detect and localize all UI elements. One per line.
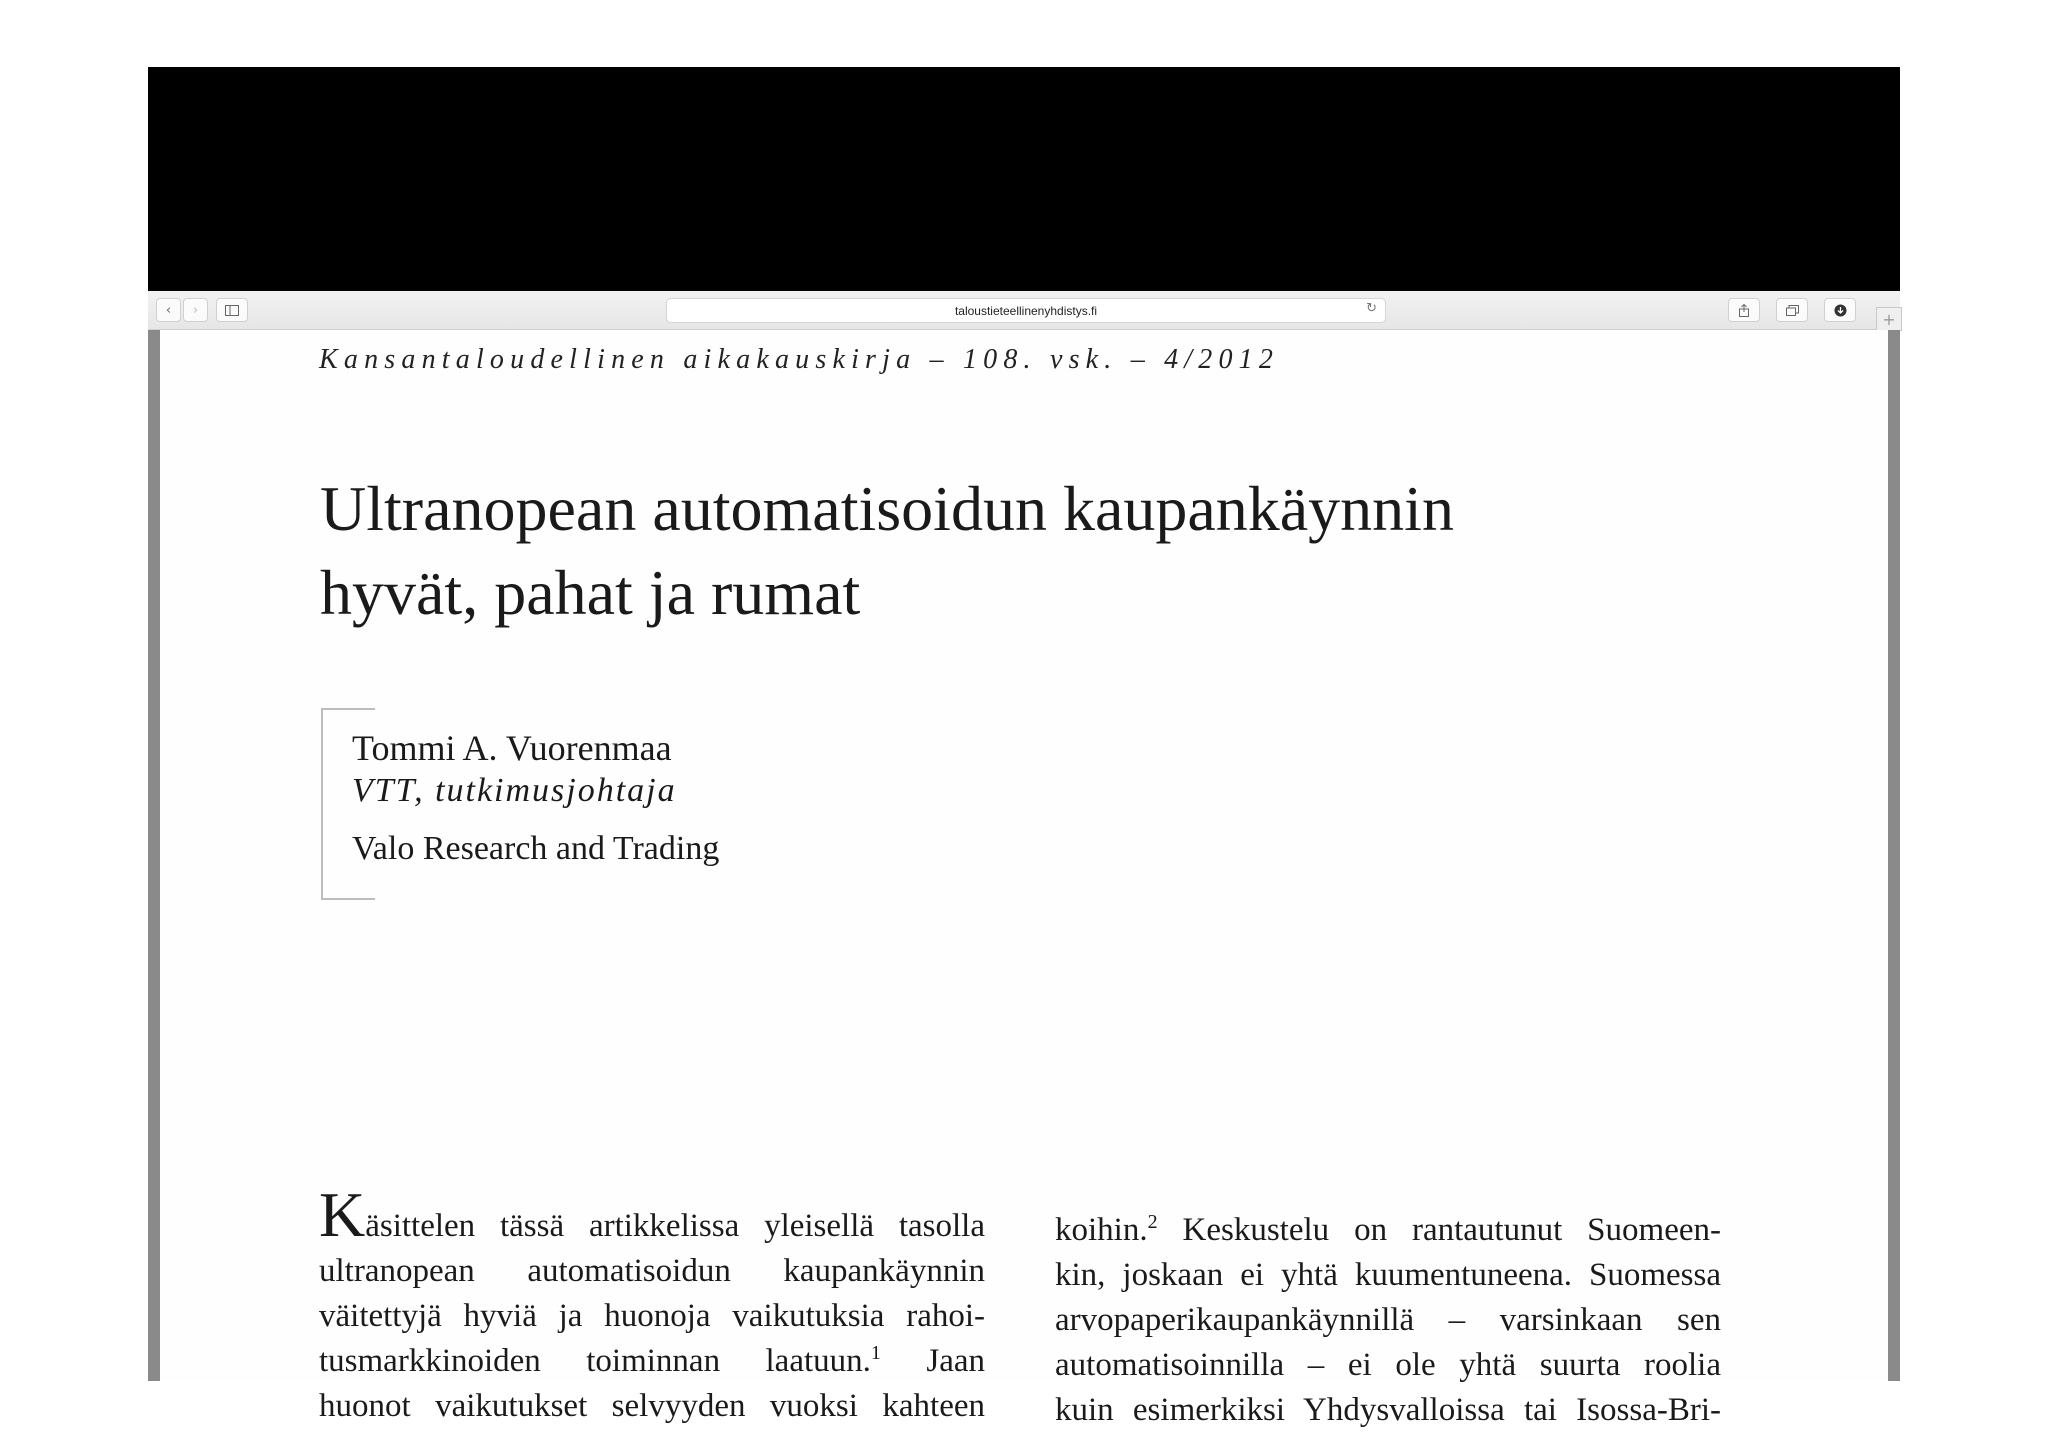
text-line: kin, joskaan ei yhtä kuumentuneena. Suomessa: [1055, 1257, 1721, 1293]
article-title: [320, 467, 1720, 635]
download-button[interactable]: [1824, 298, 1856, 322]
text-line: ultranopean automatisoidun kaupankäynnin: [319, 1253, 985, 1289]
sidebar-button[interactable]: [216, 298, 248, 322]
footnote-ref[interactable]: 2: [1147, 1211, 1158, 1233]
chevron-left-icon: ‹: [165, 302, 172, 318]
text-fragment: koihin.: [1055, 1212, 1148, 1248]
plus-icon: +: [1882, 309, 1896, 329]
share-button[interactable]: [1728, 298, 1760, 322]
author-name: Tommi A. Vuorenmaa: [352, 728, 672, 768]
text-line: automatisoinnilla – ei ole yhtä suurta roolia: [1055, 1347, 1721, 1383]
text-line: [319, 1339, 985, 1384]
text-fragment: Keskustelu on rantautunut Suomeen-: [1157, 1212, 1721, 1248]
reload-icon[interactable]: ↻: [1366, 301, 1377, 316]
navigation-buttons: [156, 298, 208, 320]
text-fragment: äsittelen tässä artikkelissa yleisellä tasolla: [365, 1208, 985, 1244]
address-bar[interactable]: [666, 298, 1386, 323]
tabs-button[interactable]: [1776, 298, 1808, 322]
footnote-ref[interactable]: 1: [870, 1342, 881, 1364]
body-column-1: [319, 1179, 985, 1429]
author-role: VTT, tutkimusjohtaja: [352, 772, 677, 809]
text-fragment: Jaan: [880, 1343, 985, 1379]
text-fragment: tusmarkkinoiden toiminnan laatuun.: [319, 1343, 871, 1379]
forward-button[interactable]: [183, 298, 208, 322]
pdf-page-view[interactable]: [148, 330, 1900, 1428]
author-organization: Valo Research and Trading: [352, 830, 720, 867]
text-line: väitettyjä hyviä ja huonoja vaikutuksia rahoi-: [319, 1298, 985, 1334]
article-title-line-2: hyvät, pahat ja rumat: [320, 557, 861, 628]
text-line: huonot vaikutukset selvyyden vuoksi kahteen: [319, 1388, 985, 1424]
sidebar-icon: [225, 305, 239, 316]
download-icon: [1834, 304, 1847, 317]
text-line: arvopaperikaupankäynnillä – varsinkaan sen: [1055, 1302, 1721, 1338]
redacted-title-area: [148, 67, 1900, 291]
share-icon: [1738, 304, 1750, 317]
browser-toolbar: [148, 291, 1900, 330]
browser-window: [148, 67, 1900, 1428]
journal-header: Kansantaloudellinen aikakauskirja – 108. vsk. – 4/2012: [319, 344, 1280, 375]
text-line: [1055, 1208, 1721, 1253]
text-line: kuin esimerkiksi Yhdysvalloissa tai Isossa-Bri-: [1055, 1392, 1721, 1428]
drop-cap: K: [319, 1179, 366, 1250]
url-text: taloustieteellinenyhdistys.fi: [954, 303, 1098, 318]
tabs-icon: [1786, 305, 1799, 316]
body-column-2: [1055, 1208, 1721, 1433]
text-line: [319, 1179, 985, 1250]
article-title-line-1: Ultranopean automatisoidun kaupankäynnin: [320, 473, 1454, 544]
chevron-right-icon: ›: [192, 302, 199, 318]
new-tab-button[interactable]: [1876, 307, 1902, 331]
back-button[interactable]: [156, 298, 181, 322]
